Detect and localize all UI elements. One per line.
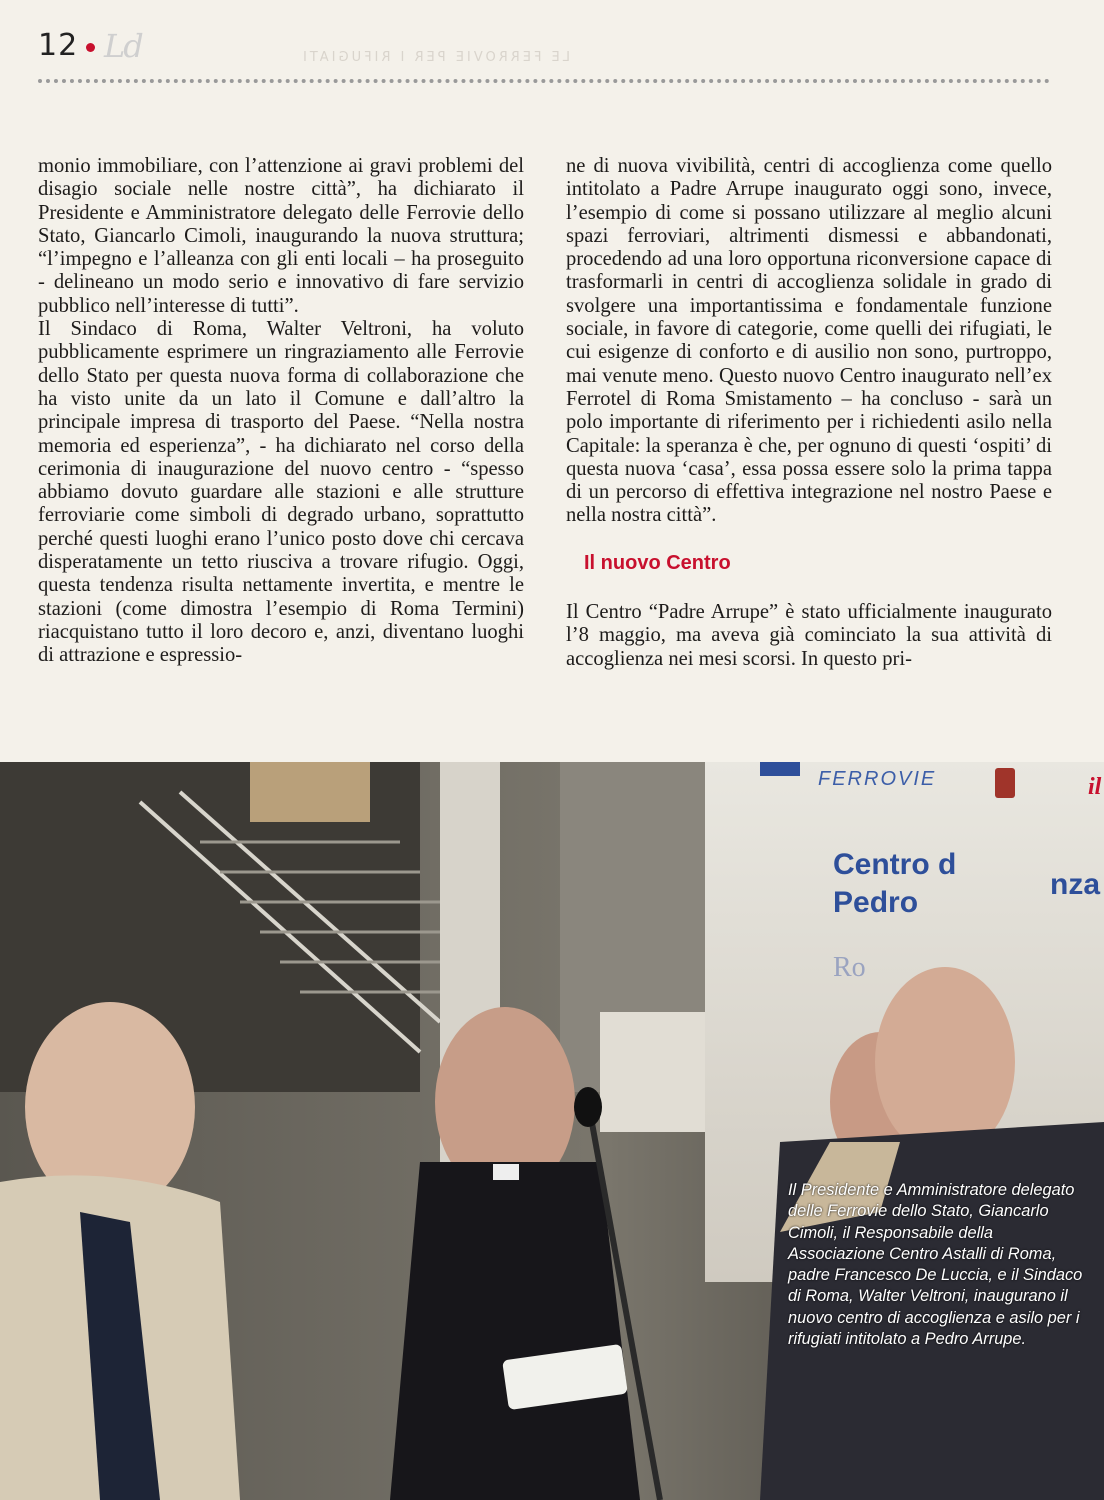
section-subheading: Il nuovo Centro [584,551,731,574]
paragraph: ne di nuova vivibilità, centri di accoglienza come quello intitolato a Padre Arrupe inaugurato oggi sono, invece, l’esempio di come si possano utilizzare al meglio alcuni spazi ferroviari, altrimenti dismessi e abbandonati, procedendo ad una loro opportuna riconversione capace di trasformarli in centri di accoglienza solidale in grado di svolgere una importantissima e fondamentale funzione sociale, in favore di categorie, come quelli dei rifugiati, le cui esigenze di conforto e di ausilio non sono, purtroppo, mai venute meno. Questo nuovo Centro inaugurato nell’ex Ferrotel di Roma Smistamento – ha concluso - sarà un polo importante di riferimento per i richiedenti asilo nella Capitale: la speranza è che, per ognuno di questi ‘ospiti’ di questa nuova ‘casa’, essa possa essere solo la prima tappa di un percorso di effettiva integrazione nel nostro Paese e nella nostra città”. [566,155,1052,527]
article-right-column [566,155,1052,671]
banner-title-line1b: nza [1050,868,1101,901]
banner-ferrovie-text: FERROVIE [818,768,937,790]
banner-corner-text: il [1088,774,1102,800]
paragraph: monio immobiliare, con l’attenzione ai gravi problemi del disagio sociale nelle nostre città”, ha dichiarato il Presidente e Amministratore delegato delle Ferrovie dello Stato, Giancarlo Cimoli, inaugurando la nuova struttura; “l’impegno e l’alleanza con gli enti locali – ha proseguito - delineano un modo serio e innovativo di fare servizio pubblico nell’interesse di tutti”. [38,155,524,317]
magazine-logo: Ld [104,27,142,65]
header-bullet [86,43,95,52]
banner-title-part: Centro d [833,848,957,881]
article-left-column [38,155,524,668]
banner-title-line3: Ro [833,952,866,983]
show-through-header: LE FERROVIE PER I RIFUGIATI [300,50,571,65]
photo-caption: Il Presidente e Amministratore delegato delle Ferrovie dello Stato, Giancarlo Cimoli, il Responsabile della Associazione Centro Astalli di Roma, padre Francesco De Luccia, e il Sindaco di Roma, Walter Veltroni, inaugurano il nuovo centro di accoglienza e asilo per i rifugiati intitolato a Pedro Arrupe. [788,1181,1083,1349]
page-number: 12 [38,28,79,63]
header-dotted-rule [38,79,1050,83]
banner-title-line2: Pedro [833,886,919,919]
paragraph: Il Sindaco di Roma, Walter Veltroni, ha voluto pubblicamente esprimere un ringraziamento alle Ferrovie dello Stato per questa nuova forma di collaborazione che ha visto unite da un lato il Comune e dall’altro la principale impresa di trasporto del Paese. “Nella nostra memoria ed esperienza”, - ha dichiarato nel corso della cerimonia di inaugurazione del nuovo centro - “spesso abbiamo dovuto guardare alle stazioni e alle strutture ferroviarie come simboli di degrado urbano, soprattutto perché questi luoghi erano l’unico posto dove chi cercava disperatamente un tetto riusciva a trovare rifugio. Oggi, questa tendenza risulta nettamente invertita, e mentre le stazioni (come dimostra l’esempio di Roma Termini) riacquistano tutto il loro decoro e, anzi, diventano luoghi di attrazione e espressio- [38,318,524,667]
banner-title-line1 [833,848,956,882]
inauguration-photo [0,762,1104,1500]
paragraph: Il Centro “Padre Arrupe” è stato ufficialmente inaugurato l’8 maggio, ma aveva già cominciato la sua attività di accoglienza nei mesi scorsi. In questo pri- [566,601,1052,670]
